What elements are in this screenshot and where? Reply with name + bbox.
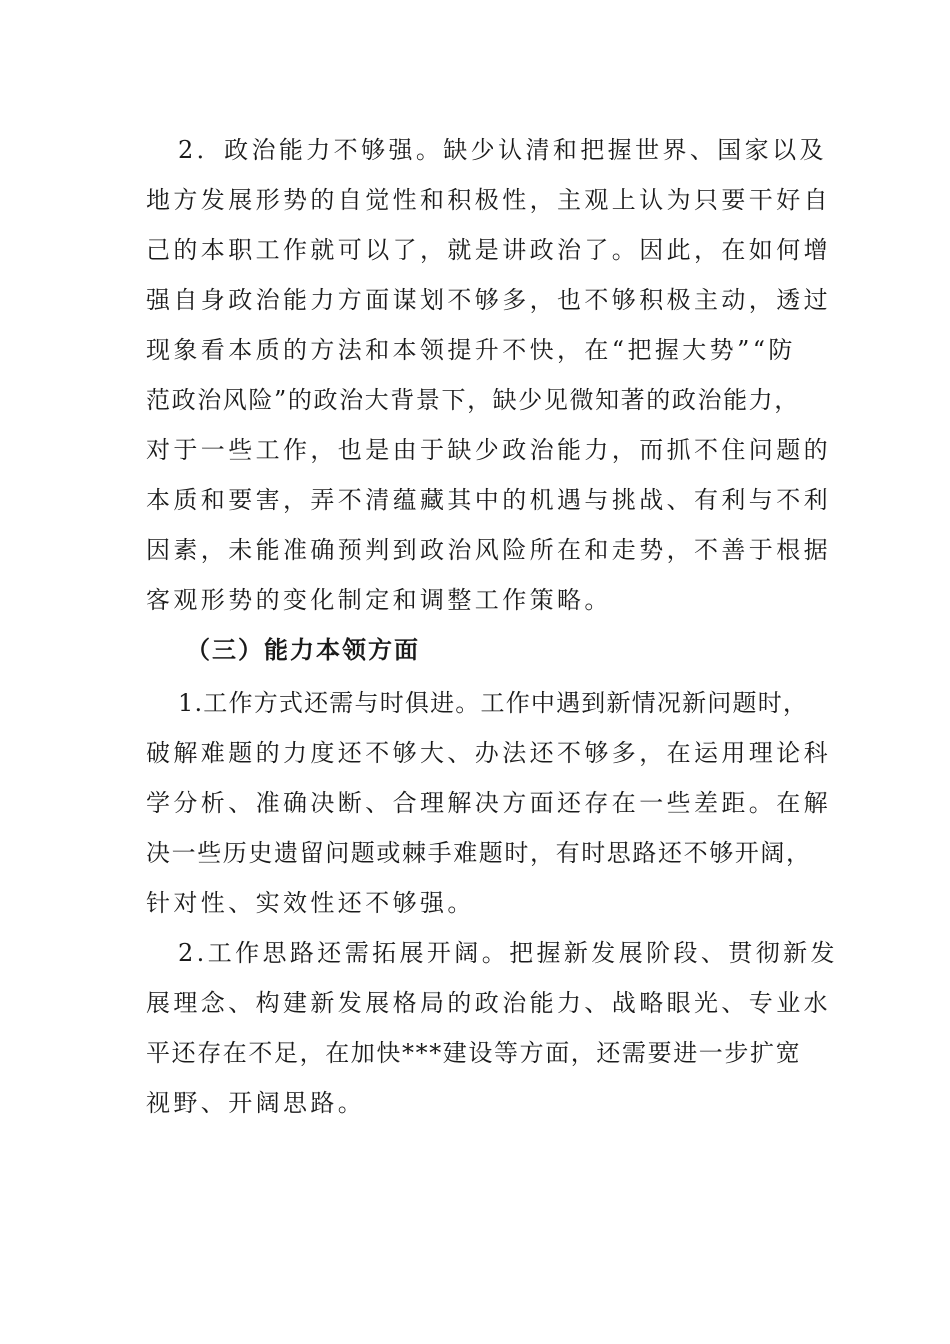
paragraph-3-line-1: 2.工作思路还需拓展开阔。把握新发展阶段、贯彻新发 [178,939,838,967]
paragraph-1-line-3: 己的本职工作就可以了，就是讲政治了。因此，在如何增 [146,236,831,264]
paragraph-2-line-5: 针对性、实效性还不够强。 [146,889,475,917]
paragraph-1-line-6: 范政治风险”的政治大背景下，缺少见微知著的政治能力， [146,386,800,414]
paragraph-1-line-7: 对于一些工作，也是由于缺少政治能力，而抓不住问题的 [146,436,831,464]
paragraph-1-line-4: 强自身政治能力方面谋划不够多，也不够积极主动，透过 [146,286,831,314]
paragraph-1-line-8: 本质和要害，弄不清蕴藏其中的机遇与挑战、有利与不利 [146,486,831,514]
paragraph-3-line-4: 视野、开阔思路。 [146,1089,366,1117]
paragraph-2-line-3: 学分析、准确决断、合理解决方面还存在一些差距。在解 [146,789,831,817]
paragraph-2-line-4: 决一些历史遗留问题或棘手难题时，有时思路还不够开阔， [146,839,812,867]
paragraph-1-line-9: 因素，未能准确预判到政治风险所在和走势，不善于根据 [146,536,831,564]
paragraph-1-line-10: 客观形势的变化制定和调整工作策略。 [146,586,612,614]
paragraph-1-line-2: 地方发展形势的自觉性和积极性，主观上认为只要干好自 [146,186,831,214]
paragraph-1-line-1: 2．政治能力不够强。缺少认清和把握世界、国家以及 [178,136,827,164]
paragraph-3-line-3: 平还存在不足，在加快***建设等方面，还需要进一步扩宽 [146,1039,802,1067]
paragraph-2-line-1: 1.工作方式还需与时俱进。工作中遇到新情况新问题时， [178,689,809,717]
paragraph-2-line-2: 破解难题的力度还不够大、办法还不够多，在运用理论科 [146,739,831,767]
paragraph-1-line-5: 现象看本质的方法和本领提升不快，在“把握大势”“防 [146,336,796,364]
section-heading: （三）能力本领方面 [186,636,420,664]
paragraph-3-line-2: 展理念、构建新发展格局的政治能力、战略眼光、专业水 [146,989,831,1017]
